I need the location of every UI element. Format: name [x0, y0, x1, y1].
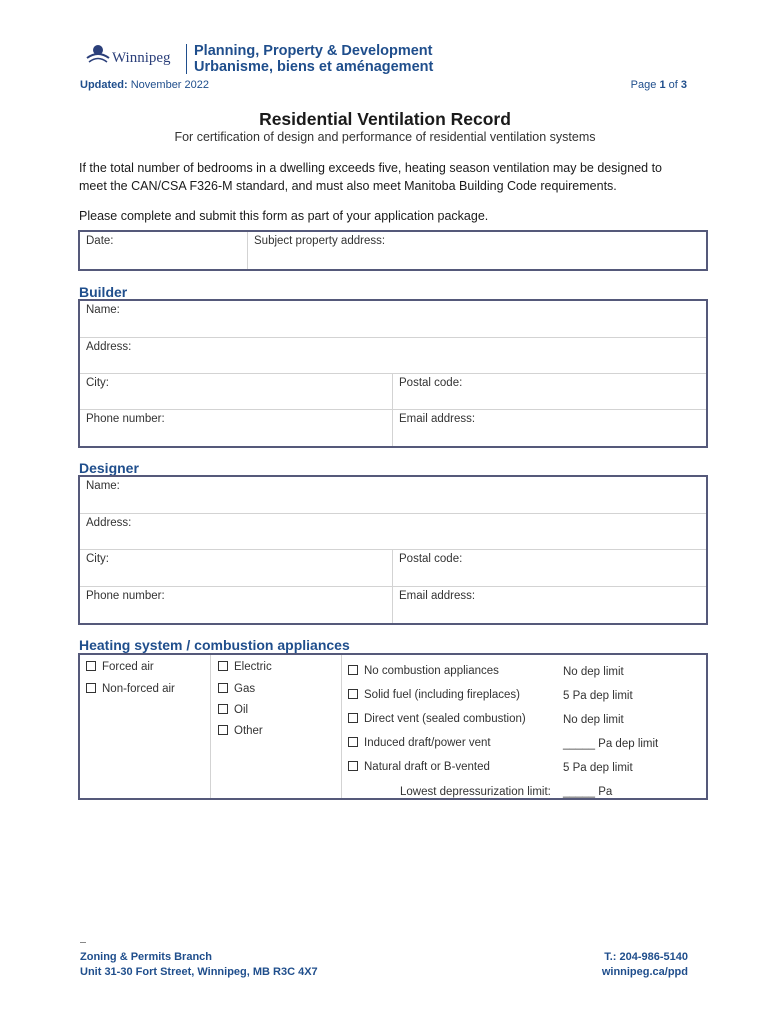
page-subtitle: For certification of design and performance of residential ventilation systems [174, 130, 596, 144]
limit-text[interactable]: _____ Pa dep limit [563, 738, 659, 750]
lowest-limit-blank: _____ [563, 786, 595, 798]
page-total: 3 [680, 79, 687, 91]
builder-city-field[interactable] [80, 374, 392, 409]
department-name-en: Planning, Property & Development [194, 43, 433, 59]
winnipeg-logo-icon [84, 40, 112, 68]
option-label: Solid fuel (including fireplaces) [364, 689, 520, 701]
option-label: Induced draft/power vent [364, 737, 491, 749]
builder-address-field[interactable] [80, 338, 706, 373]
designer-city-field[interactable] [80, 550, 392, 586]
option-label: Other [234, 725, 263, 737]
updated-value: November 2022 [130, 79, 210, 91]
heating-box [78, 653, 708, 800]
field-label: Name: [86, 480, 120, 492]
intro-line-2: meet the CAN/CSA F326-M standard, and must also meet Manitoba Building Code requirements. [79, 179, 617, 193]
option-other[interactable] [218, 725, 263, 737]
checkbox-icon[interactable] [348, 713, 358, 723]
page-of: of [668, 79, 678, 91]
designer-name-field[interactable] [80, 477, 706, 513]
designer-phone-field[interactable] [80, 587, 392, 623]
option-label: Natural draft or B-vented [364, 761, 490, 773]
option-oil[interactable] [218, 704, 248, 716]
subject-address-field[interactable] [248, 232, 706, 269]
limit-text: No dep limit [563, 666, 624, 678]
footer-dash [80, 942, 86, 943]
subject-address-label: Subject property address: [254, 235, 386, 247]
footer-right [602, 950, 688, 980]
footer-address: Unit 31-30 Fort Street, Winnipeg, MB R3C 4X7 [80, 966, 318, 978]
option-electric[interactable] [218, 661, 272, 673]
checkbox-icon[interactable] [218, 683, 228, 693]
lowest-limit-unit: Pa [598, 786, 613, 798]
checkbox-icon[interactable] [86, 683, 96, 693]
heating-heading: Heating system / combustion appliances [79, 637, 350, 653]
builder-email-field[interactable] [393, 410, 706, 446]
checkbox-icon[interactable] [348, 737, 358, 747]
checkbox-icon[interactable] [348, 689, 358, 699]
designer-postal-field[interactable] [393, 550, 706, 586]
department-name-fr: Urbanisme, biens et aménagement [194, 59, 434, 75]
option-label: Non-forced air [102, 683, 175, 695]
divider [341, 655, 342, 798]
page-label: Page [630, 79, 657, 91]
limit-text: 5 Pa dep limit [563, 762, 633, 774]
department-name [194, 43, 433, 75]
option-induced-draft[interactable] [348, 737, 491, 749]
option-direct-vent[interactable] [348, 713, 526, 725]
field-label: Phone number: [86, 590, 165, 602]
designer-box [78, 475, 708, 625]
divider [210, 655, 211, 798]
field-label: Postal code: [399, 553, 463, 565]
intro-paragraph [79, 159, 699, 195]
option-non-forced-air[interactable] [86, 683, 175, 695]
lowest-limit-field[interactable] [563, 786, 612, 798]
lowest-limit-label: Lowest depressurization limit: [400, 786, 551, 798]
limit-text: No dep limit [563, 714, 624, 726]
footer-left [80, 950, 318, 980]
builder-name-field[interactable] [80, 301, 706, 337]
option-label: Oil [234, 704, 249, 716]
checkbox-icon[interactable] [348, 761, 358, 771]
builder-phone-field[interactable] [80, 410, 392, 446]
builder-box [78, 299, 708, 448]
checkbox-icon[interactable] [86, 661, 96, 671]
builder-heading: Builder [79, 284, 128, 300]
designer-address-field[interactable] [80, 514, 706, 549]
field-label: City: [86, 377, 109, 389]
option-forced-air[interactable] [86, 661, 154, 673]
checkbox-icon[interactable] [348, 665, 358, 675]
field-label: City: [86, 553, 109, 565]
updated-label: Updated: [80, 79, 128, 91]
updated-date [80, 79, 209, 91]
field-label: Phone number: [86, 413, 165, 425]
logo-wordmark: Winnipeg [112, 50, 171, 66]
designer-email-field[interactable] [393, 587, 706, 623]
option-label: Forced air [102, 661, 154, 673]
option-label: Direct vent (sealed combustion) [364, 713, 526, 725]
builder-postal-field[interactable] [393, 374, 706, 409]
date-field[interactable] [80, 232, 247, 269]
checkbox-icon[interactable] [218, 704, 228, 714]
instruction-text: Please complete and submit this form as part of your application package. [79, 209, 489, 223]
page-title: Residential Ventilation Record [259, 109, 511, 129]
designer-heading: Designer [79, 460, 139, 476]
header-divider [186, 44, 187, 74]
checkbox-icon[interactable] [218, 661, 228, 671]
field-label: Name: [86, 304, 120, 316]
intro-line-1: If the total number of bedrooms in a dwelling exceeds five, heating season ventilation may be designed to [79, 161, 662, 175]
option-label: Gas [234, 683, 256, 695]
option-no-combustion[interactable] [348, 665, 499, 677]
footer-phone: T.: 204-986-5140 [604, 951, 688, 963]
checkbox-icon[interactable] [218, 725, 228, 735]
field-label: Postal code: [399, 377, 463, 389]
date-address-box [78, 230, 708, 271]
page-current: 1 [659, 79, 666, 91]
option-gas[interactable] [218, 683, 255, 695]
page-number [631, 79, 687, 91]
field-label: Email address: [399, 413, 476, 425]
winnipeg-logo [80, 40, 188, 78]
footer-branch: Zoning & Permits Branch [80, 951, 213, 963]
option-label: Electric [234, 661, 272, 673]
date-label: Date: [86, 235, 114, 247]
option-solid-fuel[interactable] [348, 689, 520, 701]
option-label: No combustion appliances [364, 665, 499, 677]
footer-web-link[interactable]: winnipeg.ca/ppd [601, 966, 688, 978]
field-label: Address: [86, 517, 132, 529]
field-label: Address: [86, 341, 132, 353]
field-label: Email address: [399, 590, 476, 602]
option-natural-draft[interactable] [348, 761, 490, 773]
limit-text: 5 Pa dep limit [563, 690, 633, 702]
